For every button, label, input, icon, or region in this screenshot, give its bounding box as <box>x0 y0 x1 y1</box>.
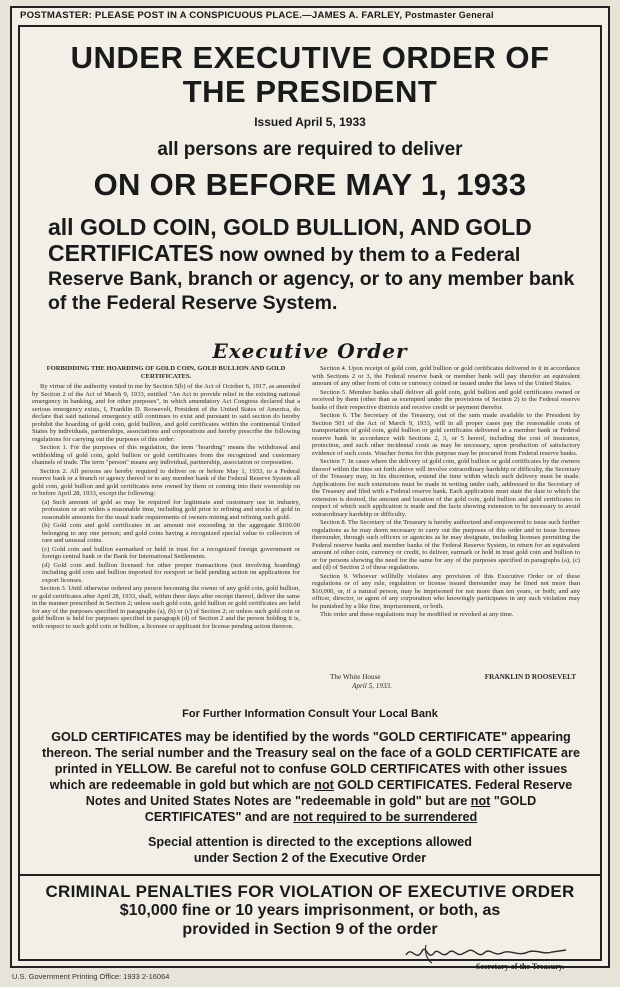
order-paragraph: Section 5. Member banks shall deliver all gold coin, gold bullion and gold certificates owned or received by them (other than as exempted under the provisions of Section 2) to the Federal reserve banks of their respective districts and receive credit or payment therefor. <box>312 388 580 411</box>
special-attention <box>20 834 600 866</box>
issued-date: Issued April 5, 1933 <box>254 115 366 129</box>
headline <box>20 41 600 109</box>
white-house-label: The White House <box>330 673 381 681</box>
postmaster-title: Postmaster General <box>405 10 494 20</box>
order-paragraph: Section 6. The Secretary of the Treasury, out of the sum made available to the President by Section 501 of the Act of March 9, 1933, will in all proper cases pay the reasonable costs of transportation of gold coin, gold bullion or gold certificates delivered to a member bank or Federal reserve bank in accordance with Sections 2, 3, or 5 hereof, including the cost of insurance, protection, and such other incidental costs as may be necessary, upon production of satisfactory evidence of such costs. Voucher forms for this purpose may be procured from Federal reserve banks. <box>312 412 580 457</box>
order-column-left <box>32 365 300 631</box>
certificate-note-text: GOLD CERTIFICATES may be identified by the words "GOLD CERTIFICATE" appearing thereon. The serial number and the Treasury seal on the face of a GOLD CERTIFICATE are printed in YELLOW. Be careful not to confuse GOLD CERTIFICATES with other issues which are redeemable in gold but which are <box>42 730 580 792</box>
gold-delivery-part-3: now owned by them to a Federal Reserve Bank, branch or agency, or to any member bank of the Federal Reserve System. <box>48 244 575 314</box>
certificate-note-text: "GOLD CERTIFICATES" and are <box>144 794 537 824</box>
order-paragraph: Section 8. The Secretary of the Treasury is hereby authorized and empowered to issue such further regulations as he may deem necessary to carry out the purposes of this order and to issue licenses thereunder, through such officers or agencies as he may designate, including licenses permitting the Federal reserve banks and member banks of the Federal Reserve System, in return for an equivalent amount of other coin, currency or credit, to deliver, earmark or hold in trust gold coin and bullion to or for persons showing the need for the same for any of the purposes specified in paragraphs (a), (c) and (d) of Section 2 of these regulations. <box>312 519 580 571</box>
president-signature: FRANKLIN D ROOSEVELT <box>484 673 576 681</box>
certificate-note <box>40 729 582 825</box>
order-paragraph: (b) Gold coin and gold certificates in an amount not exceeding in the aggregate $100.00 belonging to any one person; and gold coins having a recognized special value to collectors of rare and unusual coins. <box>42 522 300 544</box>
order-heading: FORBIDDING THE HOARDING OF GOLD COIN, GOLD BULLION AND GOLD CERTIFICATES. <box>46 365 286 380</box>
penalties-text: $10,000 fine or 10 years imprisonment, or both, as provided in Section 9 of the order <box>119 902 501 938</box>
order-paragraph: Section 1. For the purposes of this regulation, the term "hoarding" means the withdrawal and withholding of gold coin, gold bullion or gold certificates from the recognized and customary channels of trade. The term "person" means any individual, partnership, association or corporation. <box>32 444 300 466</box>
poster-frame <box>18 25 602 971</box>
order-paragraph: By virtue of the authority vested in me by Section 5(b) of the Act of October 6, 1917, as amended by Section 2 of the Act of March 9, 1933, entitled "An Act to provide relief in the existing national emergency in banking, and for other purposes", in which amendatory Act Congress declared that a serious emergency exists, I, Franklin D. Roosevelt, President of the United States of America, do declare that said national emergency still continues to exist and pursuant to said section do hereby prohibit the hoarding of gold coin, gold bullion, and gold certificates within the continental United States by individuals, partnerships, associations and corporations and hereby prescribe the following regulations for carrying out the purposes of this order: <box>32 383 300 443</box>
order-paragraph: Section 3. Until otherwise ordered any person becoming the owner of any gold coin, gold bullion, or gold certificates after April 28, 1933, shall, within three days after receipt thereof, deliver the same in the manner prescribed in Section 2; unless such gold coin, gold bullion or gold certificates are held for any of the purposes specified in paragraphs (a), (b) or (c) of Section 2; or unless such gold coin or gold bullion is held for purposes specified in paragraph (d) of Section 2 and the person holding it is, with respect to such gold coin or bullion, a licensee or applicant for license pending action thereon. <box>32 585 300 630</box>
order-paragraph: (a) Such amount of gold as may be required for legitimate and customary use in industry, profession or art within a reasonable time, including gold prior to refining and stocks of gold in reasonable amounts for the usual trade requirements of owners mining and refining such gold. <box>42 498 300 521</box>
poster <box>10 6 610 971</box>
order-paragraph: Section 4. Upon receipt of gold coin, gold bullion or gold certificates delivered to it in accordance with Sections 2 or 3, the Federal reserve bank or member bank will pay therefor an equivalent amount of any other form of coin or currency coined or issued under the laws of the United States. <box>312 365 580 387</box>
certificate-note-text: GOLD CERTIFICATES. Federal Reserve Notes and United States Notes are "redeemable in gold" but are <box>85 778 573 808</box>
order-paragraph: Section 7. In cases where the delivery of gold coin, gold bullion or gold certificates by the owners thereof within the time set forth above will involve extraordinary hardship or difficulty, the Secretary of the Treasury may, in his discretion, extend the time within which such delivery must be made. Applications for such extensions must be made in writing under oath, addressed to the Secretary of the Treasury and filed with a Federal reserve bank. Each application must state the date to which the extension is desired, the amount and location of the gold coin, gold bullion and gold certificates in respect of which such application is made and the facts showing extension to be necessary to avoid extraordinary hardship or difficulty. <box>312 458 580 518</box>
further-info: For Further Information Consult Your Local Bank <box>182 708 438 720</box>
order-paragraph: This order and these regulations may be modified or revoked at any time. <box>320 611 514 618</box>
gold-delivery-part-1: all GOLD COIN, GOLD BULLION, AND <box>48 214 460 240</box>
emphasis-not: not <box>470 794 491 808</box>
postmaster-notice <box>20 10 602 21</box>
printing-office-line: U.S. Government Printing Office: 1933 2-16064 <box>12 972 170 981</box>
headline-line-1: UNDER EXECUTIVE ORDER OF <box>70 40 550 75</box>
executive-order-title: Executive Order <box>212 339 408 363</box>
required-text: all persons are required to deliver <box>157 139 463 160</box>
order-paragraph: (c) Gold coin and bullion earmarked or held in trust for a recognized foreign government or foreign central bank or the Bank for International Settlements. <box>42 545 300 560</box>
divider <box>20 874 600 876</box>
emphasis-not-required: not required to be surrendered <box>293 810 478 824</box>
order-paragraph: Section 9. Whoever willfully violates any provision of this Executive Order or of these regulations or of any rule, regulation or license issued thereunder may be fined not more than $10,000, or, if a natural person, may be imprisoned for not more than ten years, or both; and any officer, director, or agent of any corporation who knowingly participates in any such violation may be punished by a like fine, imprisonment, or both. <box>312 572 580 610</box>
headline-line-2: THE PRESIDENT <box>182 74 438 109</box>
emphasis-not: not <box>314 778 334 792</box>
deadline: ON OR BEFORE MAY 1, 1933 <box>93 167 527 202</box>
secretary-title: Secretary of the Treasury. <box>476 962 565 971</box>
penalties-title: CRIMINAL PENALTIES FOR VIOLATION OF EXECUTIVE ORDER <box>45 882 575 901</box>
postmaster-notice-text: POSTMASTER: PLEASE POST IN A CONSPICUOUS PLACE.—JAMES A. FARLEY, <box>20 10 403 21</box>
white-house-date: April 5, 1933. <box>352 682 392 690</box>
gold-delivery-part-2: GOLD CERTIFICATES <box>48 214 532 266</box>
order-paragraph: (d) Gold coin and bullion licensed for other proper transactions (not involving hoarding) including gold coin and bullion imported for reexport or held pending action on applications for export licenses. <box>42 561 300 584</box>
gold-delivery-text <box>48 215 578 315</box>
order-paragraph: Section 2. All persons are hereby required to deliver on or before May 1, 1933, to a Federal reserve bank or a branch or agency thereof or to any member bank of the Federal Reserve System all gold coin, gold bullion and gold certificates now owned by them or coming into their ownership on or before April 28, 1933, except the following: <box>32 467 300 497</box>
penalties <box>20 882 600 939</box>
special-attention-text: Special attention is directed to the exceptions allowed under Section 2 of the Executive Order <box>147 835 472 865</box>
order-column-right <box>312 365 580 620</box>
